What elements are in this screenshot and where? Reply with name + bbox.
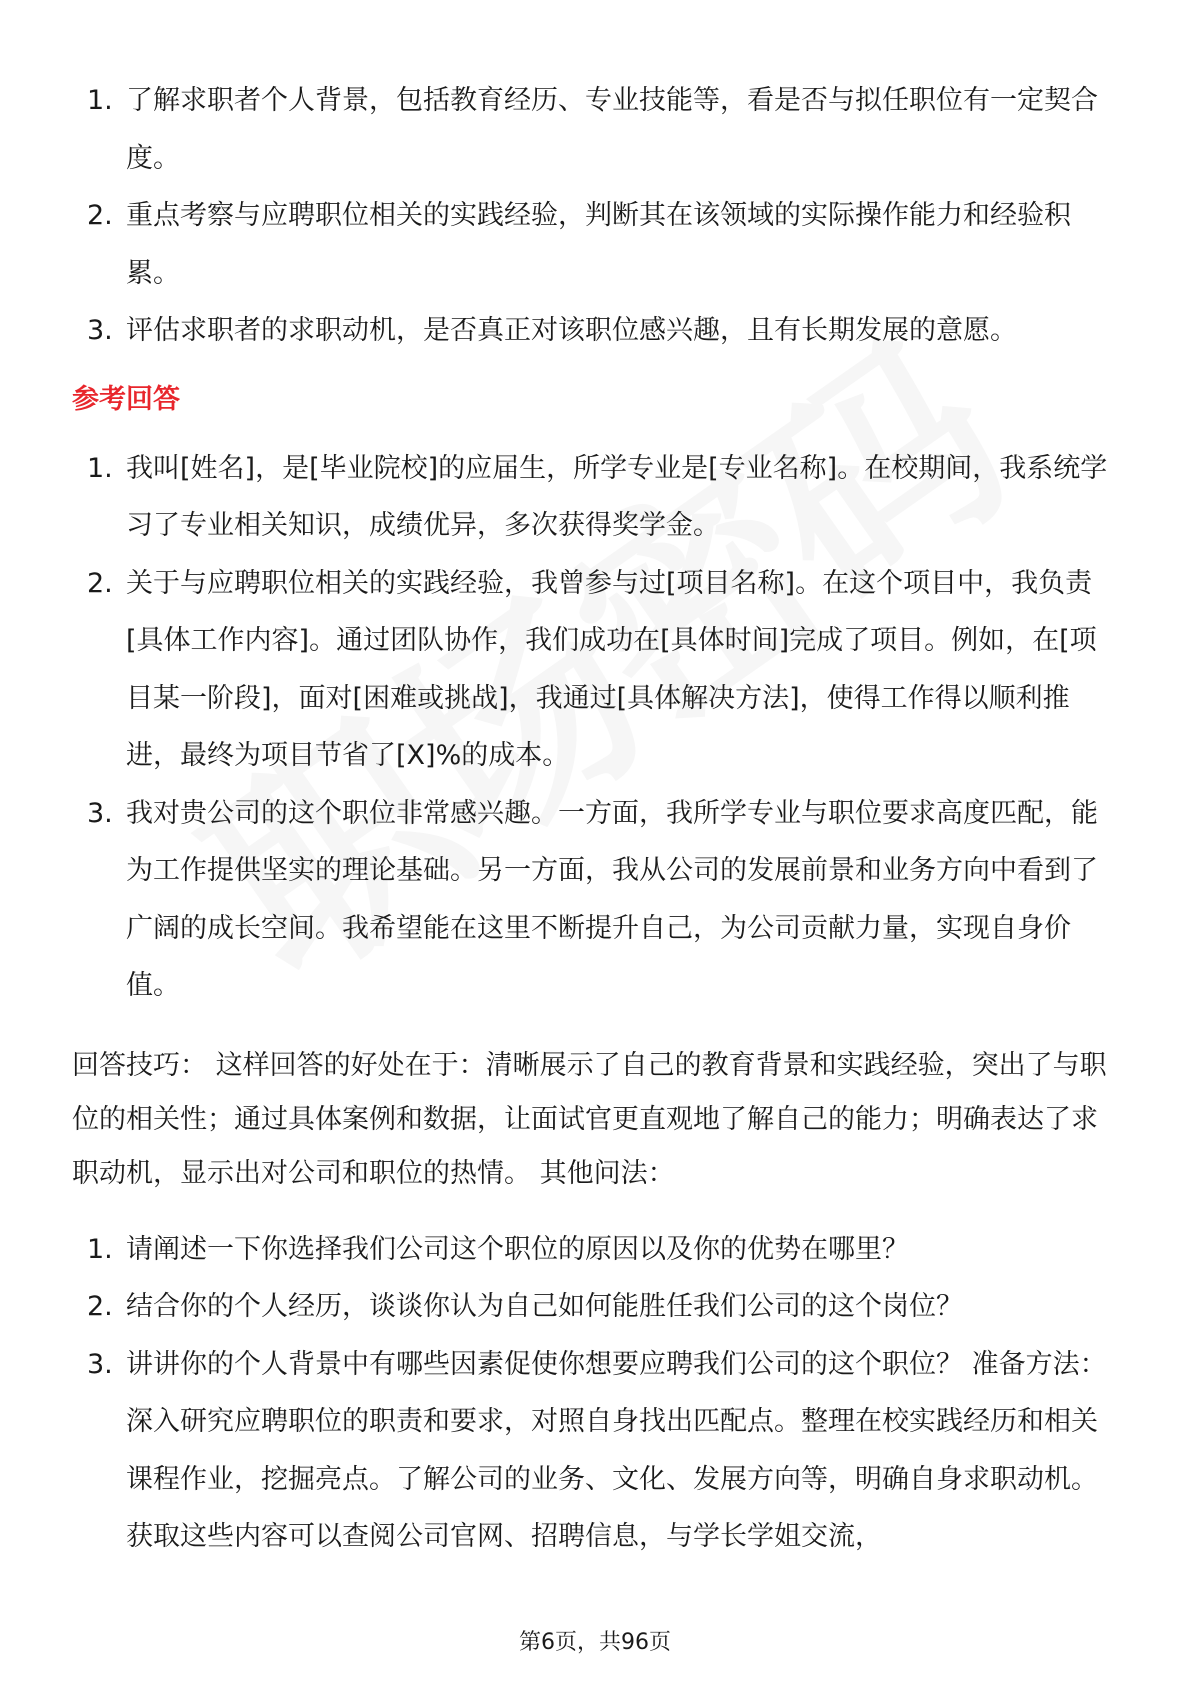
evaluation-points-list (72, 72, 1122, 360)
list-text: 讲讲你的个人背景中有哪些因素促使你想要应聘我们公司的这个职位？ 准备方法： 深入研究应聘职位的职责和要求，对照自身找出匹配点。整理在校实践经历和相关课程作业，挖掘亮点。了解公司的业务、文化、发展方向等，明确自身求职动机。获取这些内容可以查阅公司官网、招聘信息，与学长学姐交流， (126, 1348, 1107, 1552)
list-text: 我叫[姓名]，是[毕业院校]的应届生，所学专业是[专业名称]。在校期间，我系统学习了专业相关知识，成绩优异，多次获得奖学金。 (126, 452, 1108, 541)
alternative-questions-list (72, 1221, 1122, 1566)
list-number: 3. (87, 315, 113, 346)
list-text: 结合你的个人经历，谈谈你认为自己如何能胜任我们公司的这个岗位？ (126, 1291, 963, 1322)
list-item (72, 555, 1122, 785)
page-footer: 第6页，共96页 (519, 1630, 671, 1655)
list-item (72, 785, 1122, 1015)
answer-tips-paragraph: 回答技巧： 这样回答的好处在于：清晰展示了自己的教育背景和实践经验，突出了与职位的相关性；通过具体案例和数据，让面试官更直观地了解自己的能力；明确表达了求职动机，显示出对公司和职位的热情。 其他问法： (72, 1049, 1107, 1189)
section-heading: 参考回答 (72, 383, 180, 415)
reference-answer-list (72, 440, 1122, 1015)
list-number: 2. (87, 200, 113, 231)
list-item (72, 440, 1122, 555)
list-number: 1. (87, 85, 113, 116)
list-item (72, 302, 1122, 360)
list-text: 关于与应聘职位相关的实践经验，我曾参与过[项目名称]。在这个项目中，我负责[具体工作内容]。通过团队协作，我们成功在[具体时间]完成了项目。例如，在[项目某一阶段]，面对[困难或挑战]，我通过[具体解决方法]，使得工作得以顺利推进，最终为项目节省了[X]%的成本。 (126, 567, 1097, 771)
list-text: 了解求职者个人背景，包括教育经历、专业技能等，看是否与拟任职位有一定契合度。 (126, 85, 1098, 174)
document-body (72, 80, 1122, 1566)
list-text: 请阐述一下你选择我们公司这个职位的原因以及你的优势在哪里？ (126, 1233, 909, 1265)
list-item (72, 1336, 1122, 1566)
list-text: 评估求职者的求职动机，是否真正对该职位感兴趣，且有长期发展的意愿。 (126, 315, 1017, 346)
list-item (72, 72, 1122, 187)
list-number: 1. (87, 1233, 113, 1265)
list-text: 重点考察与应聘职位相关的实践经验，判断其在该领域的实际操作能力和经验积累。 (126, 200, 1071, 289)
list-item (72, 1278, 1122, 1336)
list-number: 3. (87, 797, 113, 829)
list-number: 2. (87, 567, 113, 599)
list-item (72, 187, 1122, 302)
list-item (72, 1221, 1122, 1279)
list-number: 3. (87, 1348, 113, 1380)
list-number: 2. (87, 1291, 113, 1322)
list-text: 我对贵公司的这个职位非常感兴趣。一方面，我所学专业与职位要求高度匹配，能为工作提供坚实的理论基础。另一方面，我从公司的发展前景和业务方向中看到了广阔的成长空间。我希望能在这里不断提升自己，为公司贡献力量，实现自身价值。 (126, 797, 1098, 1001)
list-number: 1. (87, 452, 113, 484)
